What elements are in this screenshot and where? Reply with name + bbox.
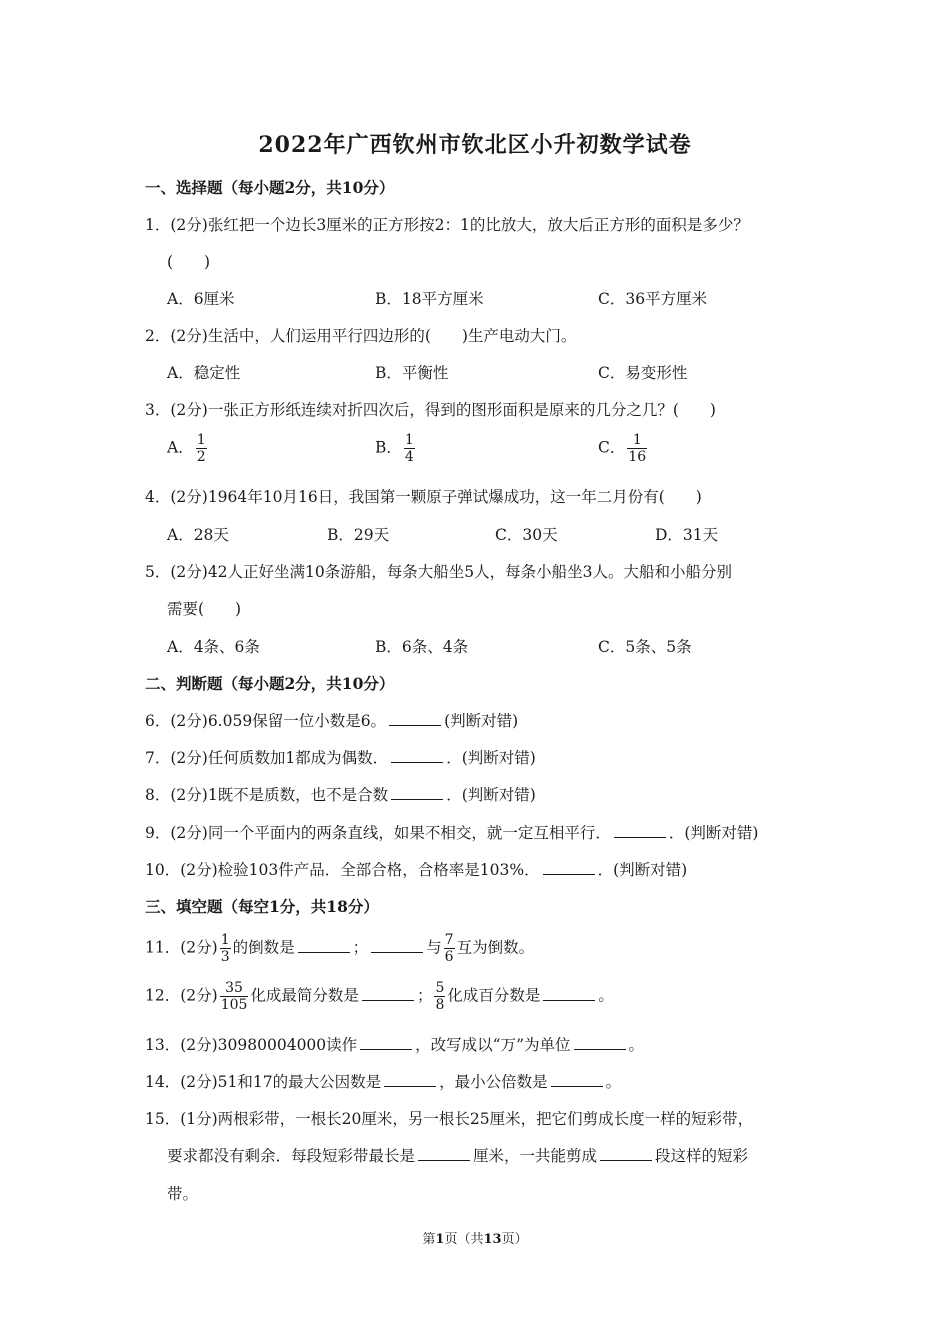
fraction-numerator: 1 (196, 432, 206, 448)
answer-blank[interactable] (551, 1072, 603, 1087)
q2-option-a: A．稳定性 (167, 364, 241, 382)
question-14 (145, 1070, 621, 1092)
question-14-text-1: 14．(2分)51和17的最大公因数是 (145, 1073, 382, 1091)
question-1: 1．(2分)张红把一个边长3厘米的正方形按2：1的比放大，放大后正方形的面积是多少？ (145, 216, 749, 234)
question-13-text-1: 13．(2分)30980004000读作 (145, 1036, 358, 1054)
footer-post: 页） (501, 1232, 528, 1247)
q3-option-a-label: A． (167, 438, 194, 457)
question-8 (145, 783, 536, 805)
question-12 (145, 980, 614, 1013)
q4-option-b: B．29天 (327, 526, 390, 544)
question-1-paren: ( ) (167, 253, 211, 271)
page-title: 2022年广西钦州市钦北区小升初数学试卷 (258, 132, 692, 158)
question-13-text-3: 。 (628, 1036, 645, 1054)
answer-blank[interactable] (391, 785, 443, 800)
page-footer (0, 1228, 950, 1247)
answer-blank[interactable] (614, 823, 666, 838)
question-15-text-2: 厘米，一共能剪成 (473, 1147, 598, 1165)
q4-option-d: D．31天 (655, 526, 719, 544)
section-heading-2: 二、判断题（每小题2分，共10分） (145, 674, 395, 693)
question-12-text-2: ； (416, 986, 433, 1005)
fraction-denominator: 3 (220, 949, 230, 965)
q3-option-b (375, 432, 417, 465)
answer-blank[interactable] (362, 986, 414, 1001)
answer-blank[interactable] (543, 860, 595, 875)
question-7-text: 7．(2分)任何质数加1都成为偶数． (145, 749, 389, 767)
answer-blank[interactable] (360, 1035, 412, 1050)
fraction-denominator: 8 (435, 997, 445, 1013)
fraction-denominator: 16 (628, 449, 647, 465)
fraction-numerator: 7 (444, 932, 454, 948)
answer-blank[interactable] (574, 1035, 626, 1050)
section-heading-3: 三、填空题（每空1分，共18分） (145, 897, 379, 916)
q2-option-c: C．易变形性 (598, 364, 688, 382)
question-14-text-2: ，最小公倍数是 (439, 1073, 548, 1091)
q3-option-c-label: C． (598, 438, 626, 457)
answer-blank[interactable] (543, 986, 595, 1001)
question-6-text: 6．(2分)6.059保留一位小数是6。 (145, 712, 387, 730)
question-10 (145, 858, 687, 880)
fraction (404, 432, 415, 465)
answer-blank[interactable] (600, 1146, 652, 1161)
answer-blank[interactable] (384, 1072, 436, 1087)
question-7 (145, 746, 536, 768)
footer-mid: 页（共 (444, 1232, 484, 1247)
fraction-denominator: 6 (444, 949, 454, 965)
footer-page-number: 1 (435, 1232, 445, 1247)
fraction-denominator: 105 (220, 997, 248, 1013)
question-11-number: 11．(2分) (145, 938, 218, 957)
fraction-numerator: 1 (632, 432, 642, 448)
q5-option-a: A．4条、6条 (167, 638, 260, 656)
answer-blank[interactable] (391, 748, 443, 763)
q4-option-a: A．28天 (167, 526, 229, 544)
fraction-numerator: 1 (404, 432, 414, 448)
question-3: 3．(2分)一张正方形纸连续对折四次后，得到的图形面积是原来的几分之几？( ) (145, 401, 716, 419)
question-4: 4．(2分)1964年10月16日，我国第一颗原子弹试爆成功，这一年二月份有( ) (145, 488, 702, 506)
q2-option-b: B．平衡性 (375, 364, 449, 382)
question-7-suffix: ．(判断对错) (446, 749, 536, 767)
question-15-text-3: 段这样的短彩 (655, 1147, 749, 1165)
question-13-text-2: ，改写成以“万”为单位 (415, 1036, 571, 1054)
question-11-text-3: 与 (426, 938, 442, 957)
question-5: 5．(2分)42人正好坐满10条游船，每条大船坐5人，每条小船坐3人。大船和小船分别 (145, 563, 732, 581)
fraction (220, 932, 231, 965)
question-9-suffix: ．(判断对错) (668, 824, 759, 842)
question-12-text-1: 化成最简分数是 (250, 986, 359, 1005)
question-9-text: 9．(2分)同一个平面内的两条直线，如果不相交，就一定互相平行． (145, 824, 611, 842)
question-11-text-4: 互为倒数。 (456, 938, 535, 957)
fraction-denominator: 2 (196, 449, 206, 465)
question-14-text-3: 。 (605, 1073, 622, 1091)
q1-option-c: C．36平方厘米 (598, 290, 708, 308)
question-12-text-3: 化成百分数是 (447, 986, 541, 1005)
answer-blank[interactable] (298, 938, 350, 953)
fraction (220, 980, 249, 1013)
q5-option-c: C．5条、5条 (598, 638, 692, 656)
question-12-number: 12．(2分) (145, 986, 218, 1005)
question-2: 2．(2分)生活中，人们运用平行四边形的( )生产电动大门。 (145, 327, 577, 345)
question-8-suffix: ．(判断对错) (446, 786, 536, 804)
question-5-continued: 需要( ) (167, 600, 242, 618)
fraction (434, 980, 445, 1013)
fraction (627, 432, 647, 465)
fraction-numerator: 5 (435, 980, 445, 996)
q5-option-b: B．6条、4条 (375, 638, 469, 656)
answer-blank[interactable] (418, 1146, 470, 1161)
q3-option-a (167, 432, 209, 465)
question-10-text: 10．(2分)检验103件产品．全部合格，合格率是103%． (145, 861, 540, 879)
q4-option-c: C．30天 (495, 526, 558, 544)
question-9 (145, 821, 758, 843)
fraction (444, 932, 455, 965)
fraction (196, 432, 207, 465)
question-11 (145, 932, 534, 965)
question-10-suffix: ．(判断对错) (597, 861, 688, 879)
question-6 (145, 709, 518, 731)
question-11-text-2: ； (352, 938, 369, 957)
question-6-suffix: (判断对错) (444, 712, 519, 730)
fraction-numerator: 35 (225, 980, 243, 996)
question-8-text: 8．(2分)1既不是质数，也不是合数 (145, 786, 389, 804)
question-15-text-1: 要求都没有剩余．每段短彩带最长是 (167, 1147, 416, 1165)
question-12-text-4: 。 (598, 986, 614, 1005)
q3-option-c (598, 432, 649, 465)
question-11-text-1: 的倒数是 (232, 938, 295, 957)
answer-blank[interactable] (371, 938, 423, 953)
q3-option-b-label: B． (375, 438, 402, 457)
question-15-continued (167, 1144, 748, 1166)
footer-total-pages: 13 (483, 1232, 502, 1247)
section-heading-1: 一、选择题（每小题2分，共10分） (145, 178, 395, 197)
q1-option-b: B．18平方厘米 (375, 290, 484, 308)
question-13 (145, 1033, 644, 1055)
fraction-numerator: 1 (220, 932, 230, 948)
question-15: 15．(1分)两根彩带，一根长20厘米，另一根长25厘米，把它们剪成长度一样的短彩带， (145, 1110, 754, 1128)
footer-pre: 第 (422, 1232, 436, 1247)
answer-blank[interactable] (389, 711, 441, 726)
q1-option-a: A．6厘米 (167, 290, 235, 308)
question-15-end: 带。 (167, 1185, 199, 1203)
fraction-denominator: 4 (404, 449, 414, 465)
